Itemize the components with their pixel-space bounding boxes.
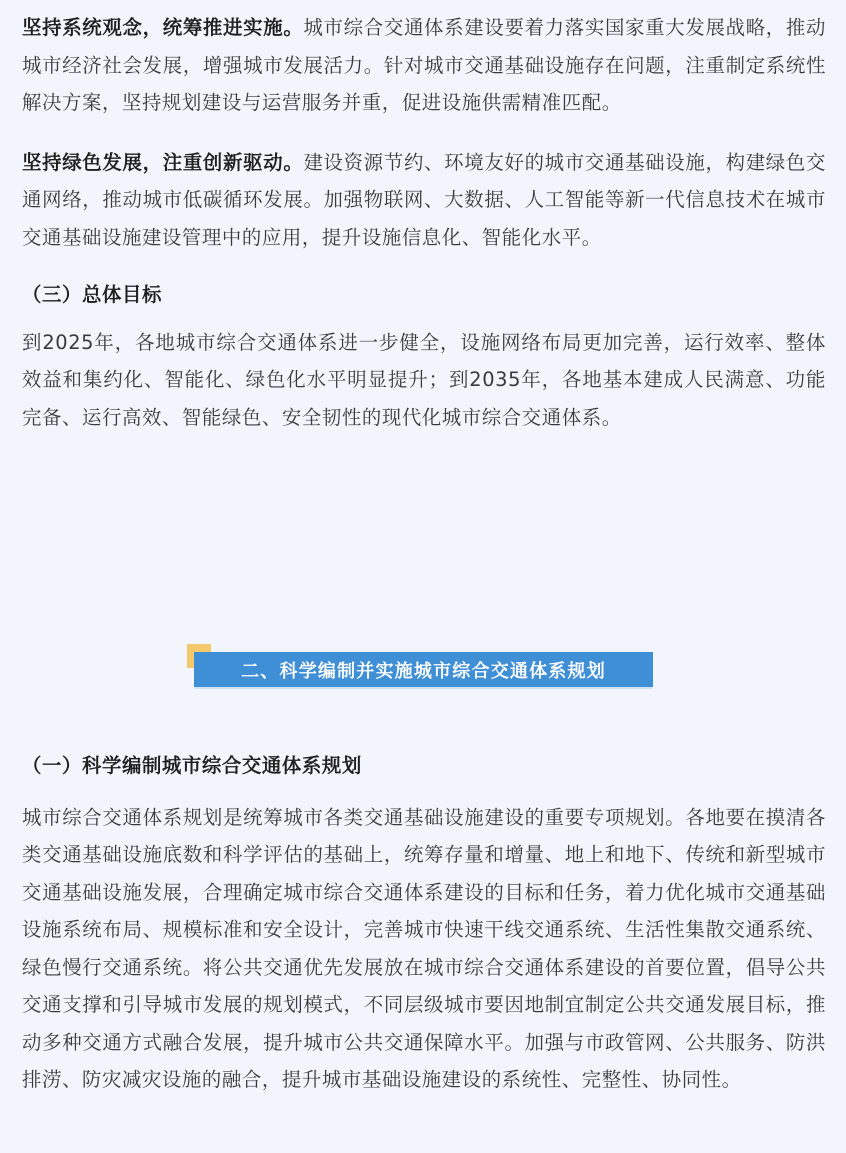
article-upper [22,9,826,436]
paragraph-green [22,144,826,257]
spacer [22,785,826,799]
paragraph-lead: 坚持绿色发展，注重创新驱动。 [22,150,304,174]
section-title: 二、科学编制并实施城市综合交通体系规划 [241,660,606,682]
paragraph-body: 城市综合交通体系建设要着力落实国家重大发展战略，推动城市经济社会发展，增强城市发展活力。针对城市交通基础设施存在问题，注重制定系统性解决方案，坚持规划建设与运营服务并重，促进设施供需精准匹配。 [22,16,826,114]
paragraph-plan: 城市综合交通体系规划是统筹城市各类交通基础设施建设的重要专项规划。各地要在摸清各类交通基础设施底数和科学评估的基础上，统筹存量和增量、地上和地下、传统和新型城市交通基础设施发展，合理确定城市综合交通体系建设的目标和任务，着力优化城市交通基础设施系统布局、规模标准和安全设计，完善城市快速干线交通系统、生活性集散交通系统、绿色慢行交通系统。将公共交通优先发展放在城市综合交通体系建设的首要位置，倡导公共交通支撑和引导城市发展的规划模式，不同层级城市要因地制宜制定公共交通发展目标，推动多种交通方式融合发展，提升城市公共交通保障水平。加强与市政管网、公共服务、防洪排涝、防灾减灾设施的融合，提升城市基础设施建设的系统性、完整性、协同性。 [22,805,826,1091]
paragraph-goal: 到2025年，各地城市综合交通体系进一步健全，设施网络布局更加完善，运行效率、整体效益和集约化、智能化、绿色化水平明显提升；到2035年，各地基本建成人民满意、功能完备、运行高效、智能绿色、安全韧性的现代化城市综合交通体系。 [22,330,826,429]
banner-bar [194,652,653,687]
section-banner [187,644,657,692]
paragraph-lead: 坚持系统观念，统筹推进实施。 [22,16,304,39]
paragraph-systematic [22,9,826,122]
spacer [22,256,826,276]
spacer [22,314,826,324]
subheading-plan: （一）科学编制城市综合交通体系规划 [22,754,362,777]
subheading-overall-goal: （三）总体目标 [22,283,162,306]
article-lower [22,747,826,1099]
paragraph-body: 建设资源节约、环境友好的城市交通基础设施，构建绿色交通网络，推动城市低碳循环发展。加强物联网、大数据、人工智能等新一代信息技术在城市交通基础设施建设管理中的应用，提升设施信息化、智能化水平。 [22,150,826,249]
spacer [22,122,826,144]
